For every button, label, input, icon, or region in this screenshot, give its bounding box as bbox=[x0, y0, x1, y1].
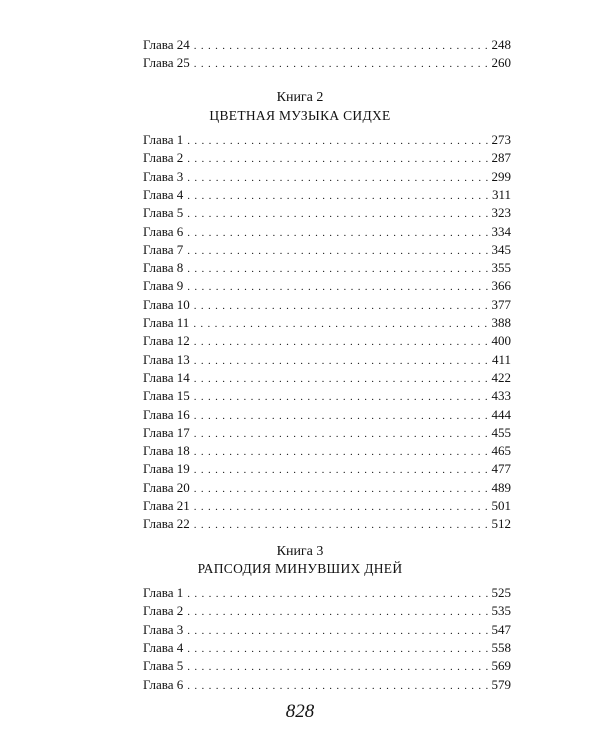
page-number: 411 bbox=[491, 351, 511, 367]
toc-entry bbox=[143, 657, 511, 675]
page-number: 455 bbox=[491, 424, 511, 440]
dot-leader bbox=[187, 585, 489, 603]
page-number: 311 bbox=[491, 186, 511, 202]
page-number: 323 bbox=[491, 205, 511, 221]
chapter-label: Глава 25 bbox=[143, 55, 190, 70]
chapter-label: Глава 2 bbox=[143, 150, 184, 166]
page-number: 355 bbox=[491, 260, 511, 276]
book-2-title: ЦВЕТНАЯ МУЗЫКА СИДХЕ bbox=[209, 108, 391, 123]
toc-entry bbox=[143, 314, 511, 332]
dot-leader bbox=[194, 37, 490, 55]
page-number: 260 bbox=[491, 55, 511, 70]
dot-leader bbox=[194, 55, 490, 73]
dot-leader bbox=[187, 640, 489, 658]
page-number: 477 bbox=[491, 461, 511, 477]
dot-leader bbox=[194, 516, 490, 534]
dot-leader bbox=[194, 443, 490, 461]
chapter-label: Глава 7 bbox=[143, 241, 184, 257]
toc-entry bbox=[143, 259, 511, 277]
page-number: 535 bbox=[491, 603, 511, 619]
page-number: 465 bbox=[491, 443, 511, 459]
page-number: 334 bbox=[491, 223, 511, 239]
toc-entry bbox=[143, 369, 511, 387]
toc-entry bbox=[143, 479, 511, 497]
dot-leader bbox=[187, 622, 489, 640]
dot-leader bbox=[194, 461, 490, 479]
chapter-label: Глава 16 bbox=[143, 406, 190, 422]
chapter-label: Глава 3 bbox=[143, 168, 184, 184]
chapter-label: Глава 17 bbox=[143, 424, 190, 440]
page-number: 558 bbox=[491, 639, 511, 655]
toc-entry bbox=[143, 149, 511, 167]
page-number: 489 bbox=[491, 479, 511, 495]
toc-entry bbox=[143, 296, 511, 314]
page-number: 422 bbox=[491, 369, 511, 385]
toc-entry bbox=[143, 497, 511, 515]
dot-leader bbox=[187, 677, 489, 695]
chapter-label: Глава 6 bbox=[143, 223, 184, 239]
toc-entry bbox=[143, 186, 511, 204]
toc-entry bbox=[143, 36, 511, 54]
chapter-label: Глава 19 bbox=[143, 461, 190, 477]
toc-entry bbox=[143, 241, 511, 259]
dot-leader bbox=[187, 658, 489, 676]
dot-leader bbox=[187, 150, 489, 168]
chapter-label: Глава 11 bbox=[143, 315, 190, 330]
chapter-label: Глава 21 bbox=[143, 498, 190, 513]
page-number: 345 bbox=[491, 241, 511, 257]
page-number: 366 bbox=[491, 278, 511, 294]
chapter-label: Глава 4 bbox=[143, 186, 184, 202]
dot-leader bbox=[187, 224, 489, 242]
dot-leader bbox=[194, 407, 490, 425]
dot-leader bbox=[194, 388, 490, 406]
chapter-label: Глава 2 bbox=[143, 603, 184, 619]
page-number: 444 bbox=[491, 406, 511, 422]
toc-entry bbox=[143, 460, 511, 478]
chapter-label: Глава 10 bbox=[143, 296, 190, 312]
chapter-label: Глава 5 bbox=[143, 205, 184, 221]
toc-entry bbox=[143, 351, 511, 369]
dot-leader bbox=[187, 603, 489, 621]
dot-leader bbox=[194, 333, 490, 351]
toc-entry bbox=[143, 277, 511, 295]
chapter-label: Глава 4 bbox=[143, 639, 184, 655]
chapter-label: Глава 14 bbox=[143, 369, 190, 385]
toc-entry bbox=[143, 602, 511, 620]
dot-leader bbox=[187, 169, 489, 187]
page-number: 299 bbox=[491, 168, 511, 184]
toc-entry bbox=[143, 442, 511, 460]
toc-entry bbox=[143, 387, 511, 405]
toc-entry bbox=[143, 131, 511, 149]
dot-leader bbox=[194, 297, 490, 315]
dot-leader bbox=[187, 278, 489, 296]
page-number: 388 bbox=[491, 315, 511, 330]
chapter-label: Глава 1 bbox=[143, 132, 184, 147]
chapter-label: Глава 8 bbox=[143, 260, 184, 276]
chapter-label: Глава 18 bbox=[143, 443, 190, 459]
dot-leader bbox=[194, 370, 490, 388]
toc-entry bbox=[143, 621, 511, 639]
page-number: 287 bbox=[491, 150, 511, 166]
toc-entry bbox=[143, 332, 511, 350]
dot-leader bbox=[187, 132, 489, 150]
toc-entry bbox=[143, 676, 511, 694]
toc-entry bbox=[143, 515, 511, 533]
book-3-heading: Книга 3 bbox=[276, 544, 324, 559]
dot-leader bbox=[194, 352, 490, 370]
dot-leader bbox=[193, 315, 489, 333]
dot-leader bbox=[187, 260, 489, 278]
chapter-label: Глава 6 bbox=[143, 676, 184, 692]
chapter-label: Глава 22 bbox=[143, 516, 190, 532]
chapter-label: Глава 24 bbox=[143, 37, 190, 52]
chapter-label: Глава 15 bbox=[143, 388, 190, 404]
book-2-heading: Книга 2 bbox=[276, 90, 324, 105]
page-number: 248 bbox=[491, 37, 511, 52]
page-number: 433 bbox=[491, 388, 511, 404]
page-number: 377 bbox=[491, 296, 511, 312]
page-number: 273 bbox=[491, 132, 511, 147]
chapter-label: Глава 3 bbox=[143, 621, 184, 637]
toc-entry bbox=[143, 424, 511, 442]
dot-leader bbox=[187, 205, 489, 223]
page-number: 525 bbox=[491, 585, 511, 600]
chapter-label: Глава 20 bbox=[143, 479, 190, 495]
chapter-label: Глава 1 bbox=[143, 585, 184, 600]
dot-leader bbox=[194, 498, 490, 516]
toc-entry bbox=[143, 639, 511, 657]
chapter-label: Глава 13 bbox=[143, 351, 190, 367]
chapter-label: Глава 9 bbox=[143, 278, 184, 294]
folio-page-number: 828 bbox=[285, 701, 315, 722]
page-number: 400 bbox=[491, 333, 511, 349]
chapter-label: Глава 5 bbox=[143, 658, 184, 674]
page-number: 512 bbox=[491, 516, 511, 532]
page-number: 569 bbox=[491, 658, 511, 674]
toc-entry bbox=[143, 204, 511, 222]
toc-entry bbox=[143, 168, 511, 186]
dot-leader bbox=[187, 187, 490, 205]
page-number: 547 bbox=[491, 621, 511, 637]
chapter-label: Глава 12 bbox=[143, 333, 190, 349]
dot-leader bbox=[194, 425, 490, 443]
toc-entry bbox=[143, 406, 511, 424]
dot-leader bbox=[187, 242, 489, 260]
toc-entry bbox=[143, 223, 511, 241]
page-number: 501 bbox=[491, 498, 511, 513]
page-number: 579 bbox=[491, 676, 511, 692]
toc-entry bbox=[143, 584, 511, 602]
book-3-title: РАПСОДИЯ МИНУВШИХ ДНЕЙ bbox=[197, 561, 403, 576]
dot-leader bbox=[194, 480, 490, 498]
toc-entry bbox=[143, 54, 511, 72]
